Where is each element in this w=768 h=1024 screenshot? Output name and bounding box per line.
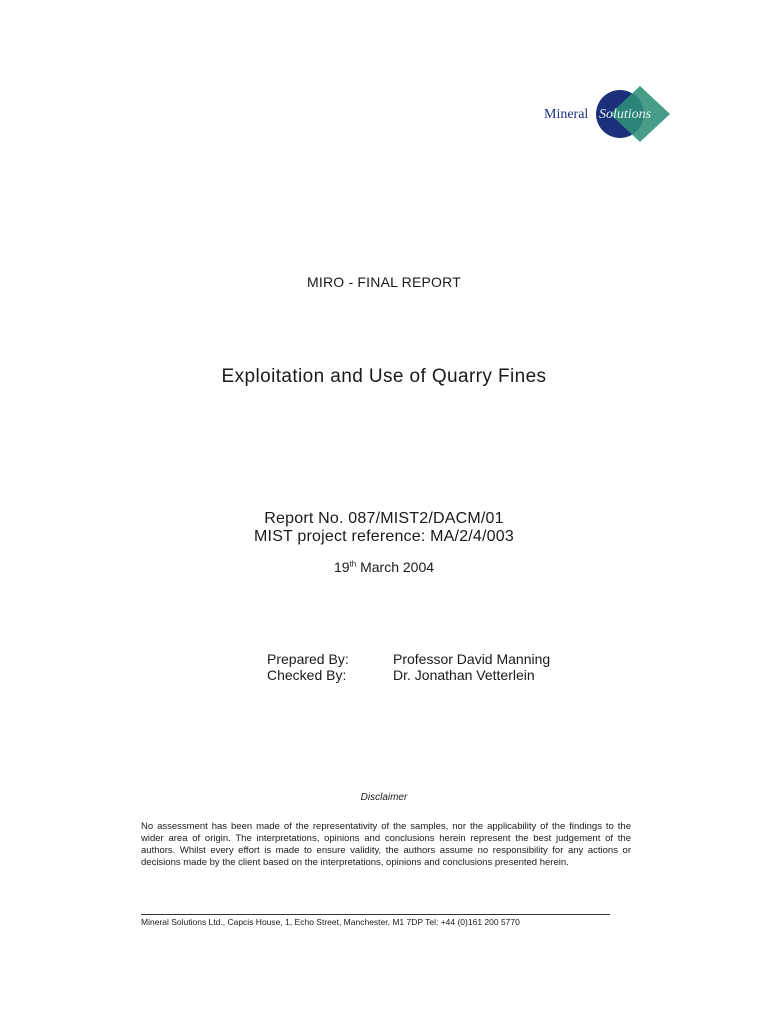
logo-mark [538,84,678,144]
footer-address: Mineral Solutions Ltd., Capcis House, 1, Echo Street, Manchester, M1 7DP Tel: +44 (0)161 200 5770 [141,917,520,927]
report-number: Report No. 087/MIST2/DACM/01 [264,510,504,527]
company-logo [538,84,678,144]
report-subtitle: MIRO - FINAL REPORT [307,274,461,290]
footer-divider [141,914,610,915]
disclaimer-heading: Disclaimer [360,792,408,803]
checked-by-value: Dr. Jonathan Vetterlein [393,667,535,683]
date-suffix: th [349,559,357,569]
logo-word-mineral: Mineral [544,107,589,122]
disclaimer-text: No assessment has been made of the representativity of the samples, nor the applicability of the findings to the wider area of origin. The interpretations, opinions and conclusions herein represent the best judgement of the authors. Whilst every effort is made to ensure validity, the authors assume no responsibility for any actions or decisions made by the client based on the interpretations, opinions and conclusions presented herein. [141,821,631,868]
checked-by-label: Checked By: [267,667,347,683]
date-day: 19 [333,559,350,575]
project-reference: MIST project reference: MA/2/4/003 [254,528,514,545]
prepared-by-label: Prepared By: [267,651,349,667]
date-rest: March 2004 [356,559,435,575]
report-title: Exploitation and Use of Quarry Fines [221,366,547,387]
logo-word-solutions: Solutions [599,107,652,122]
prepared-by-value: Professor David Manning [393,651,551,667]
report-date [0,559,768,575]
